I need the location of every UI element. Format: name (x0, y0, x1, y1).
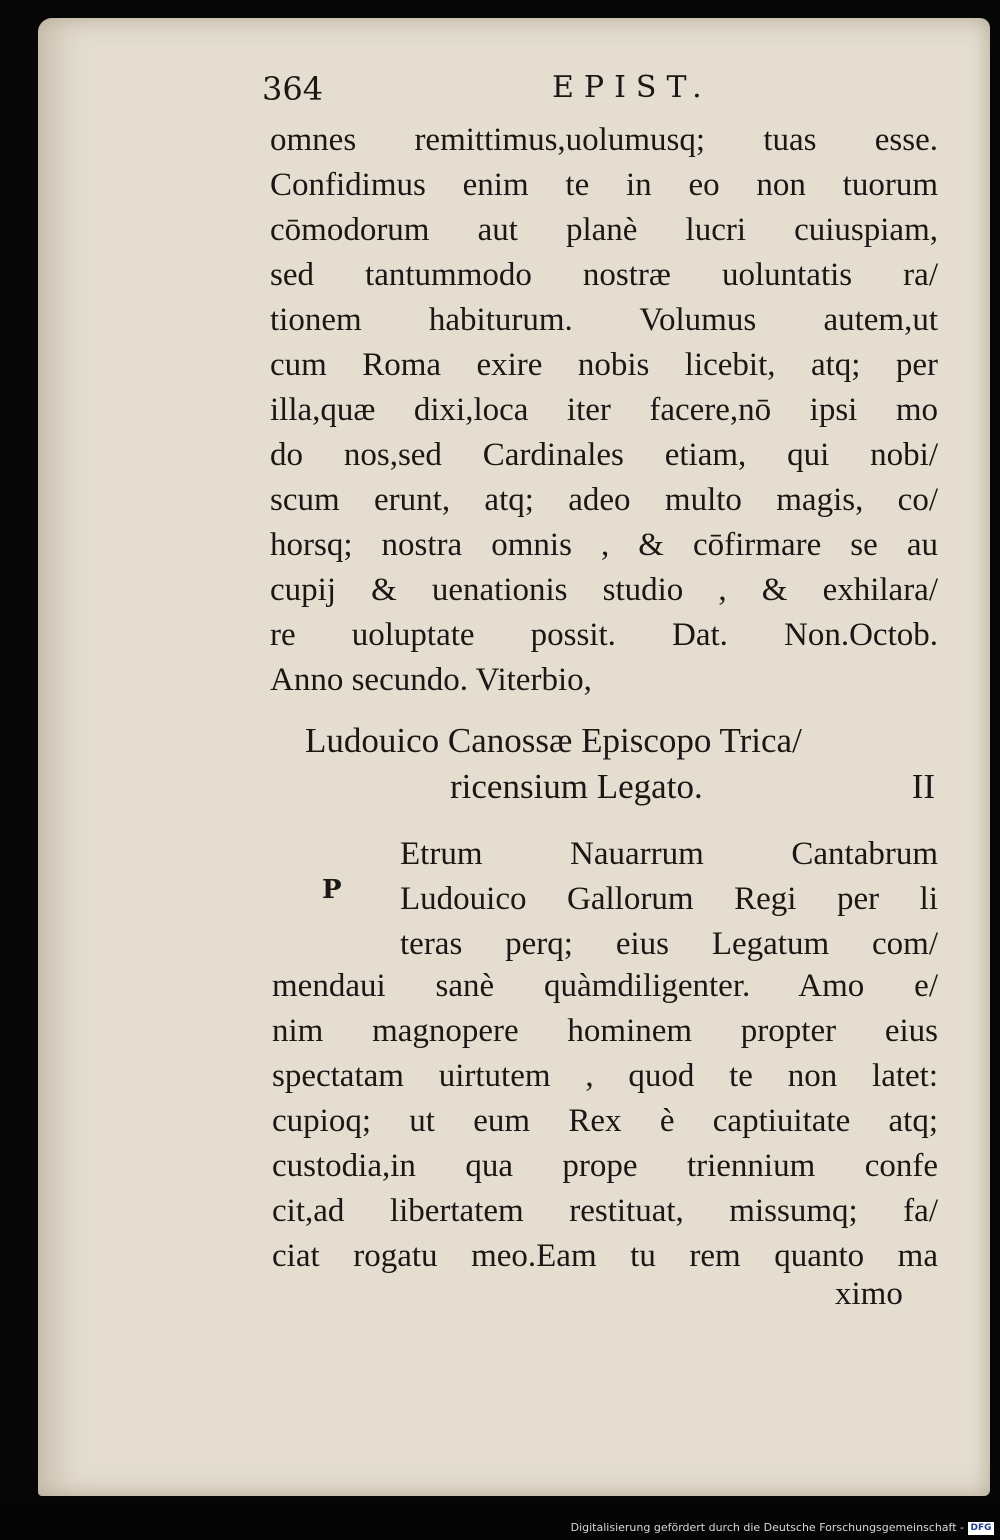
text-line: spectatam uirtutem , quod te non latet: (272, 1058, 938, 1094)
text-line: re uoluptate possit. Dat. Non.Octob. (270, 617, 938, 653)
text-line: scum erunt, atq; adeo multo magis, co/ (270, 482, 938, 518)
text-line: cum Roma exire nobis licebit, atq; per (270, 347, 938, 383)
digitization-credit: Digitalisierung gefördert durch die Deutsche Forschungsgemeinschaft - (570, 1521, 964, 1534)
page-header (262, 70, 932, 110)
text-block-indented (400, 832, 938, 967)
text-line: cupij & uenationis studio , & exhilara/ (270, 572, 938, 608)
letter-heading-recipient: ricensium Legato. (450, 767, 703, 806)
text-line: cupioq; ut eum Rex è captiuitate atq; (272, 1103, 938, 1139)
text-line: cōmodorum aut planè lucri cuiuspiam, (270, 212, 938, 248)
footer-strip (0, 1500, 1000, 1540)
text-line: horsq; nostra omnis , & cōfirmare se au (270, 527, 938, 563)
running-head: EPIST. (552, 70, 712, 105)
folio-number: 364 (262, 70, 324, 108)
text-line: Anno secundo. Viterbio, (270, 662, 592, 698)
letter-number: II (911, 767, 935, 806)
text-line: tionem habiturum. Volumus autem,ut (270, 302, 938, 338)
text-block-top (270, 118, 938, 703)
letter-heading-line-2 (305, 764, 935, 810)
text-line: do nos,sed Cardinales etiam, qui nobi/ (270, 437, 938, 473)
text-line: omnes remittimus,uolumusq; tuas esse. (270, 122, 938, 158)
text-block-bottom (272, 964, 938, 1279)
dfg-logo-icon: DFG (968, 1522, 994, 1535)
text-line: Confidimus enim te in eo non tuorum (270, 167, 938, 203)
text-line: teras perq; eius Legatum com/ (400, 926, 938, 962)
catchword: ximo (835, 1276, 903, 1312)
initial-letter: P (322, 875, 342, 905)
text-line: sed tantummodo nostræ uoluntatis ra/ (270, 257, 938, 293)
letter-heading-line-1: Ludouico Canossæ Episcopo Trica/ (305, 721, 802, 760)
text-line: illa,quæ dixi,loca iter facere,nō ipsi mo (270, 392, 938, 428)
text-line: Ludouico Gallorum Regi per li (400, 881, 938, 917)
text-line: ciat rogatu meo.Eam tu rem quanto ma (272, 1238, 938, 1274)
text-line: custodia,in qua prope triennium confe (272, 1148, 938, 1184)
text-line: Etrum Nauarrum Cantabrum (400, 836, 938, 872)
letter-heading (305, 718, 935, 810)
text-line: cit,ad libertatem restituat, missumq; fa/ (272, 1193, 938, 1229)
text-line: mendaui sanè quàmdiligenter. Amo e/ (272, 968, 938, 1004)
text-line: nim magnopere hominem propter eius (272, 1013, 938, 1049)
